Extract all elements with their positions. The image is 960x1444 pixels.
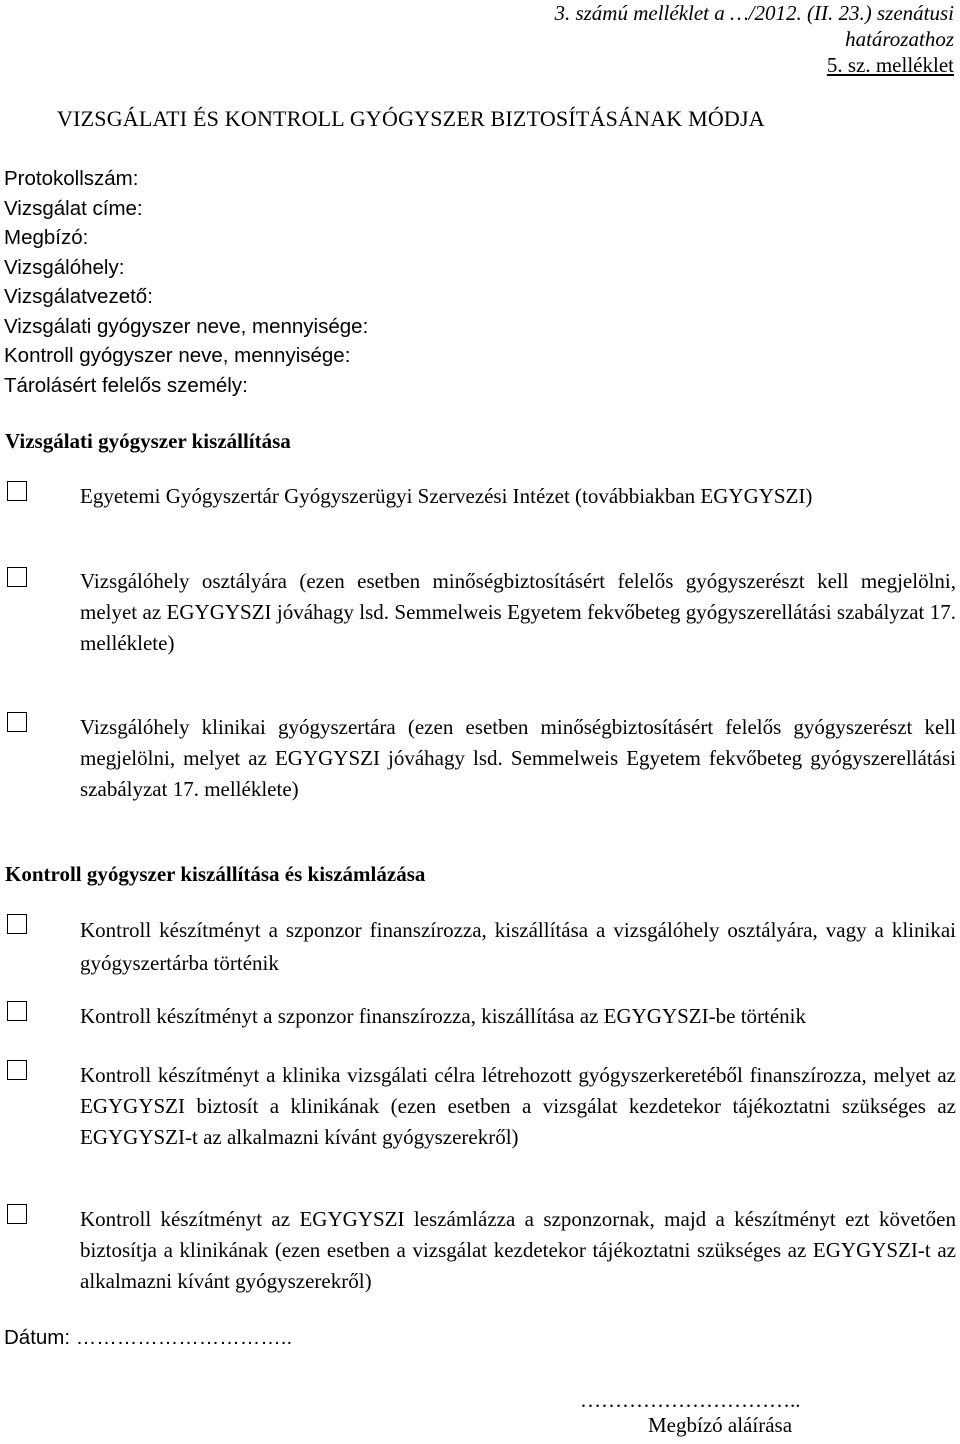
- option-control-sponsor-site: Kontroll készítményt a szponzor finanszírozza, kiszállítása a vizsgálóhely osztályára, vagy a klinikai gyógyszertárba történik: [80, 918, 956, 975]
- option-control-sponsor-egygyszi: Kontroll készítményt a szponzor finanszírozza, kiszállítása az EGYGYSZI-be történik: [80, 1004, 807, 1028]
- checkbox-control-egygyszi-invoice[interactable]: [7, 1204, 27, 1224]
- checkbox-control-sponsor-egygyszi[interactable]: [7, 1001, 27, 1021]
- signature-label: Megbízó aláírása: [648, 1413, 793, 1437]
- checkbox-delivery-site-ward[interactable]: [7, 567, 27, 587]
- checkbox-control-sponsor-site[interactable]: [7, 914, 27, 934]
- option-delivery-egygyszi: Egyetemi Gyógyszertár Gyógyszerügyi Szervezési Intézet (továbbiakban EGYGYSZI): [80, 484, 813, 508]
- field-study-site: Vizsgálóhely:: [4, 255, 125, 279]
- annex-reference-line2: határozathoz: [845, 27, 954, 51]
- option-control-clinic-budget: Kontroll készítményt a klinika vizsgálati célra létrehozott gyógyszerkeretéből finanszírozza, melyet az EGYGYSZI biztosít a klinikának (ezen esetben a vizsgálat kezdetekor tájékoztatni szükséges az EGYGYSZI-t az alkalmazni kívánt gyógyszerekről): [80, 1063, 956, 1149]
- field-control-drug: Kontroll gyógyszer neve, mennyisége:: [4, 344, 351, 367]
- checkbox-delivery-egygyszi[interactable]: [7, 481, 27, 501]
- field-protocol-number: Protokollszám:: [4, 167, 139, 190]
- field-study-title: Vizsgálat címe:: [4, 196, 143, 220]
- document-title: VIZSGÁLATI ÉS KONTROLL GYÓGYSZER BIZTOSÍTÁSÁNAK MÓDJA: [57, 106, 765, 131]
- checkbox-delivery-clinical-pharmacy[interactable]: [7, 712, 27, 732]
- field-study-drug: Vizsgálati gyógyszer neve, mennyisége:: [4, 314, 369, 338]
- section-heading-control-drug-delivery: Kontroll gyógyszer kiszállítása és kiszámlázása: [5, 862, 426, 886]
- field-sponsor: Megbízó:: [4, 226, 89, 249]
- checkbox-control-clinic-budget[interactable]: [7, 1060, 27, 1080]
- field-storage-responsible: Tárolásért felelős személy:: [4, 373, 248, 397]
- option-control-egygyszi-invoice: Kontroll készítményt az EGYGYSZI leszámlázza a szponzornak, majd a készítményt ezt követően biztosítja a klinikának (ezen esetben a vizsgálat kezdetekor tájékoztatni szükséges az EGYGYSZI-t az alkalmazni kívánt gyógyszerekről): [80, 1207, 956, 1293]
- option-delivery-clinical-pharmacy: Vizsgálóhely klinikai gyógyszertára (ezen esetben minőségbiztosításért felelős gyógyszerészt kell megjelölni, melyet az EGYGYSZI jóváhagy lsd. Semmelweis Egyetem fekvőbeteg gyógyszerellátási szabályzat 17. melléklete): [80, 715, 956, 801]
- date-field: Dátum: …………………………..: [4, 1326, 293, 1349]
- section-heading-study-drug-delivery: Vizsgálati gyógyszer kiszállítása: [5, 429, 291, 453]
- form-fields: [4, 164, 368, 400]
- option-delivery-site-ward: Vizsgálóhely osztályára (ezen esetben minőségbiztosításért felelős gyógyszerészt kell megjelölni, melyet az EGYGYSZI jóváhagy lsd. Semmelweis Egyetem fekvőbeteg gyógyszerellátási szabályzat 17. melléklete): [80, 569, 956, 655]
- annex-reference-line1: 3. számú melléklet a …/2012. (II. 23.) szenátusi: [554, 1, 954, 25]
- annex-reference: [554, 0, 954, 78]
- annex-number: 5. sz. melléklet: [826, 53, 954, 77]
- signature-line: …………………………..: [580, 1388, 801, 1412]
- field-investigator: Vizsgálatvezető:: [4, 285, 153, 308]
